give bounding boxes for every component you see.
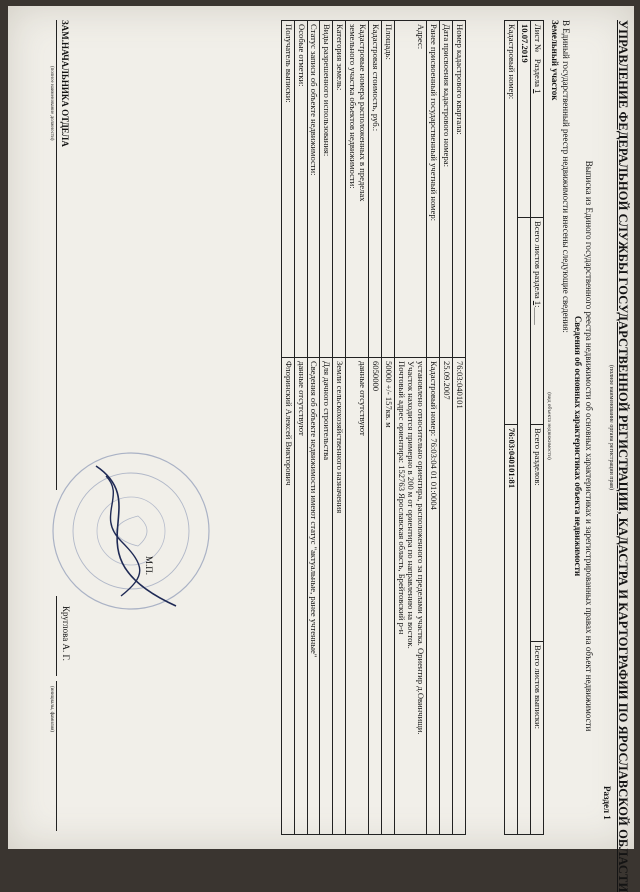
date-empty-cell bbox=[518, 218, 531, 835]
signature-underline bbox=[56, 596, 57, 676]
row-value: данные отсутствуют bbox=[346, 358, 369, 835]
sheet-cell bbox=[531, 21, 544, 218]
section-label: Раздел 1 bbox=[602, 786, 612, 820]
row-value: 25.09.2007 bbox=[440, 358, 453, 835]
signer-caption: (инициалы, фамилия) bbox=[49, 686, 54, 733]
section-number: 1 bbox=[533, 89, 543, 94]
row-label: Статус записи об объекте недвижимости: bbox=[307, 21, 320, 358]
section-label-cell: Раздела bbox=[533, 58, 543, 87]
row-value: 6050000 bbox=[369, 358, 382, 835]
table-row bbox=[369, 21, 382, 835]
table-row bbox=[381, 21, 394, 835]
row-label-line: земельного участка объектов недвижимости: bbox=[348, 24, 359, 189]
total-section-sheets-cell: Всего листов раздела 1:____ bbox=[531, 218, 544, 425]
agency-caption: (полное наименование органа регистрации прав) bbox=[608, 364, 614, 491]
signer-name: Круглова А. Г. bbox=[61, 606, 71, 661]
document-sheet bbox=[8, 6, 634, 892]
row-value: Флоринский Алексей Викторович bbox=[281, 358, 294, 835]
row-value: 50000 +/- 157кв. м bbox=[381, 358, 394, 835]
cad-value-cell: 76:03:040101:81 bbox=[505, 425, 518, 835]
row-label: Особые отметки: bbox=[294, 21, 307, 358]
row-label: Площадь: bbox=[381, 21, 394, 358]
row-label-line: Кадастровые номера расположенных в пределах bbox=[358, 24, 368, 202]
official-stamp bbox=[46, 446, 216, 616]
rotated-document bbox=[8, 6, 634, 892]
signer-underline bbox=[56, 681, 57, 831]
row-label: Адрес: bbox=[394, 21, 427, 358]
position-underline bbox=[56, 20, 57, 490]
row-label: Категория земель: bbox=[333, 21, 346, 358]
address-line: Почтовый адрес ориентира: 152763 Ярославская область, Брейтовский р-н bbox=[396, 361, 407, 635]
address-value bbox=[394, 358, 427, 835]
total-sections-label: Всего разделов: bbox=[533, 428, 543, 486]
object-type-caption: (вид объекта недвижимости) bbox=[546, 392, 552, 460]
row-value: Кадастровый номер: 76:03:04 01 01:0004 bbox=[427, 358, 440, 835]
total-section-sheets-label: Всего листов раздела bbox=[533, 221, 543, 299]
total-section-sheets-value: 1 bbox=[533, 300, 543, 306]
sheet-label: Лист № bbox=[533, 24, 543, 53]
row-label: Ранее присвоенный государственный учетный номер: bbox=[427, 21, 440, 358]
total-extract-sheets-label: Всего листов выписки: bbox=[533, 645, 543, 730]
extract-title: Выписка из Единого государственного реестра недвижимости об основных характеристиках и зарегистрированных правах на объект недвижимости bbox=[584, 160, 594, 732]
row-label: Дата присвоения кадастрового номера: bbox=[440, 21, 453, 358]
row-value: Земли сельскохозяйственного назначения bbox=[333, 358, 346, 835]
characteristics-table bbox=[281, 20, 466, 835]
row-label: Получатель выписки: bbox=[281, 21, 294, 358]
row-value: данные отсутствуют bbox=[294, 358, 307, 835]
sheet-info-table bbox=[504, 20, 544, 835]
row-value: 76:03:040101 bbox=[453, 358, 466, 835]
row-label: Виды разрешенного использования: bbox=[320, 21, 333, 358]
address-line: Участок находится примерно в 200 м от ориентира по направлению на восток. bbox=[406, 361, 417, 649]
position-caption: (полное наименование должности) bbox=[49, 66, 54, 141]
table-row bbox=[333, 21, 346, 835]
table-row bbox=[281, 21, 294, 835]
table-row bbox=[427, 21, 440, 835]
signer-position: ЗАМ.НАЧАЛЬНИКА ОТДЕЛА bbox=[60, 20, 70, 147]
row-label: Номер кадастрового квартала: bbox=[453, 21, 466, 358]
table-row bbox=[294, 21, 307, 835]
row-label: Кадастровая стоимость, руб.: bbox=[369, 21, 382, 358]
table-row bbox=[453, 21, 466, 835]
address-line: установлено относительно ориентира, расположенного за пределами участка. Ориентир д.Овинчищи. bbox=[416, 361, 427, 735]
stamp-mark: М.П. bbox=[144, 556, 154, 576]
table-row bbox=[346, 21, 369, 835]
row-label bbox=[346, 21, 369, 358]
row-value: Для дачного строительства bbox=[320, 358, 333, 835]
table-row bbox=[307, 21, 320, 835]
total-extract-sheets-cell bbox=[531, 642, 544, 835]
table-row bbox=[320, 21, 333, 835]
registry-line: В Единый государственный реестр недвижимости внесены следующие сведения: bbox=[561, 20, 571, 333]
table-row bbox=[440, 21, 453, 835]
details-title: Сведения об основных характеристиках объекта недвижимости bbox=[573, 315, 583, 577]
table-row bbox=[394, 21, 427, 835]
row-value: Сведения об объекте недвижимости имеют статус "актуальные, ранее учтенные" bbox=[307, 358, 320, 835]
total-sections-cell bbox=[531, 425, 544, 642]
cad-label-cell: Кадастровый номер: bbox=[505, 21, 518, 425]
object-type: Земельный участок bbox=[550, 20, 560, 101]
date-cell: 10.07.2019 bbox=[518, 21, 531, 218]
agency-title: УПРАВЛЕНИЕ ФЕДЕРАЛЬНОЙ СЛУЖБЫ ГОСУДАРСТВЕННОЙ РЕГИСТРАЦИИ, КАДАСТРА И КАРТОГРАФИИ ПО ЯРОСЛАВСКОЙ ОБЛАСТИ bbox=[616, 20, 630, 892]
